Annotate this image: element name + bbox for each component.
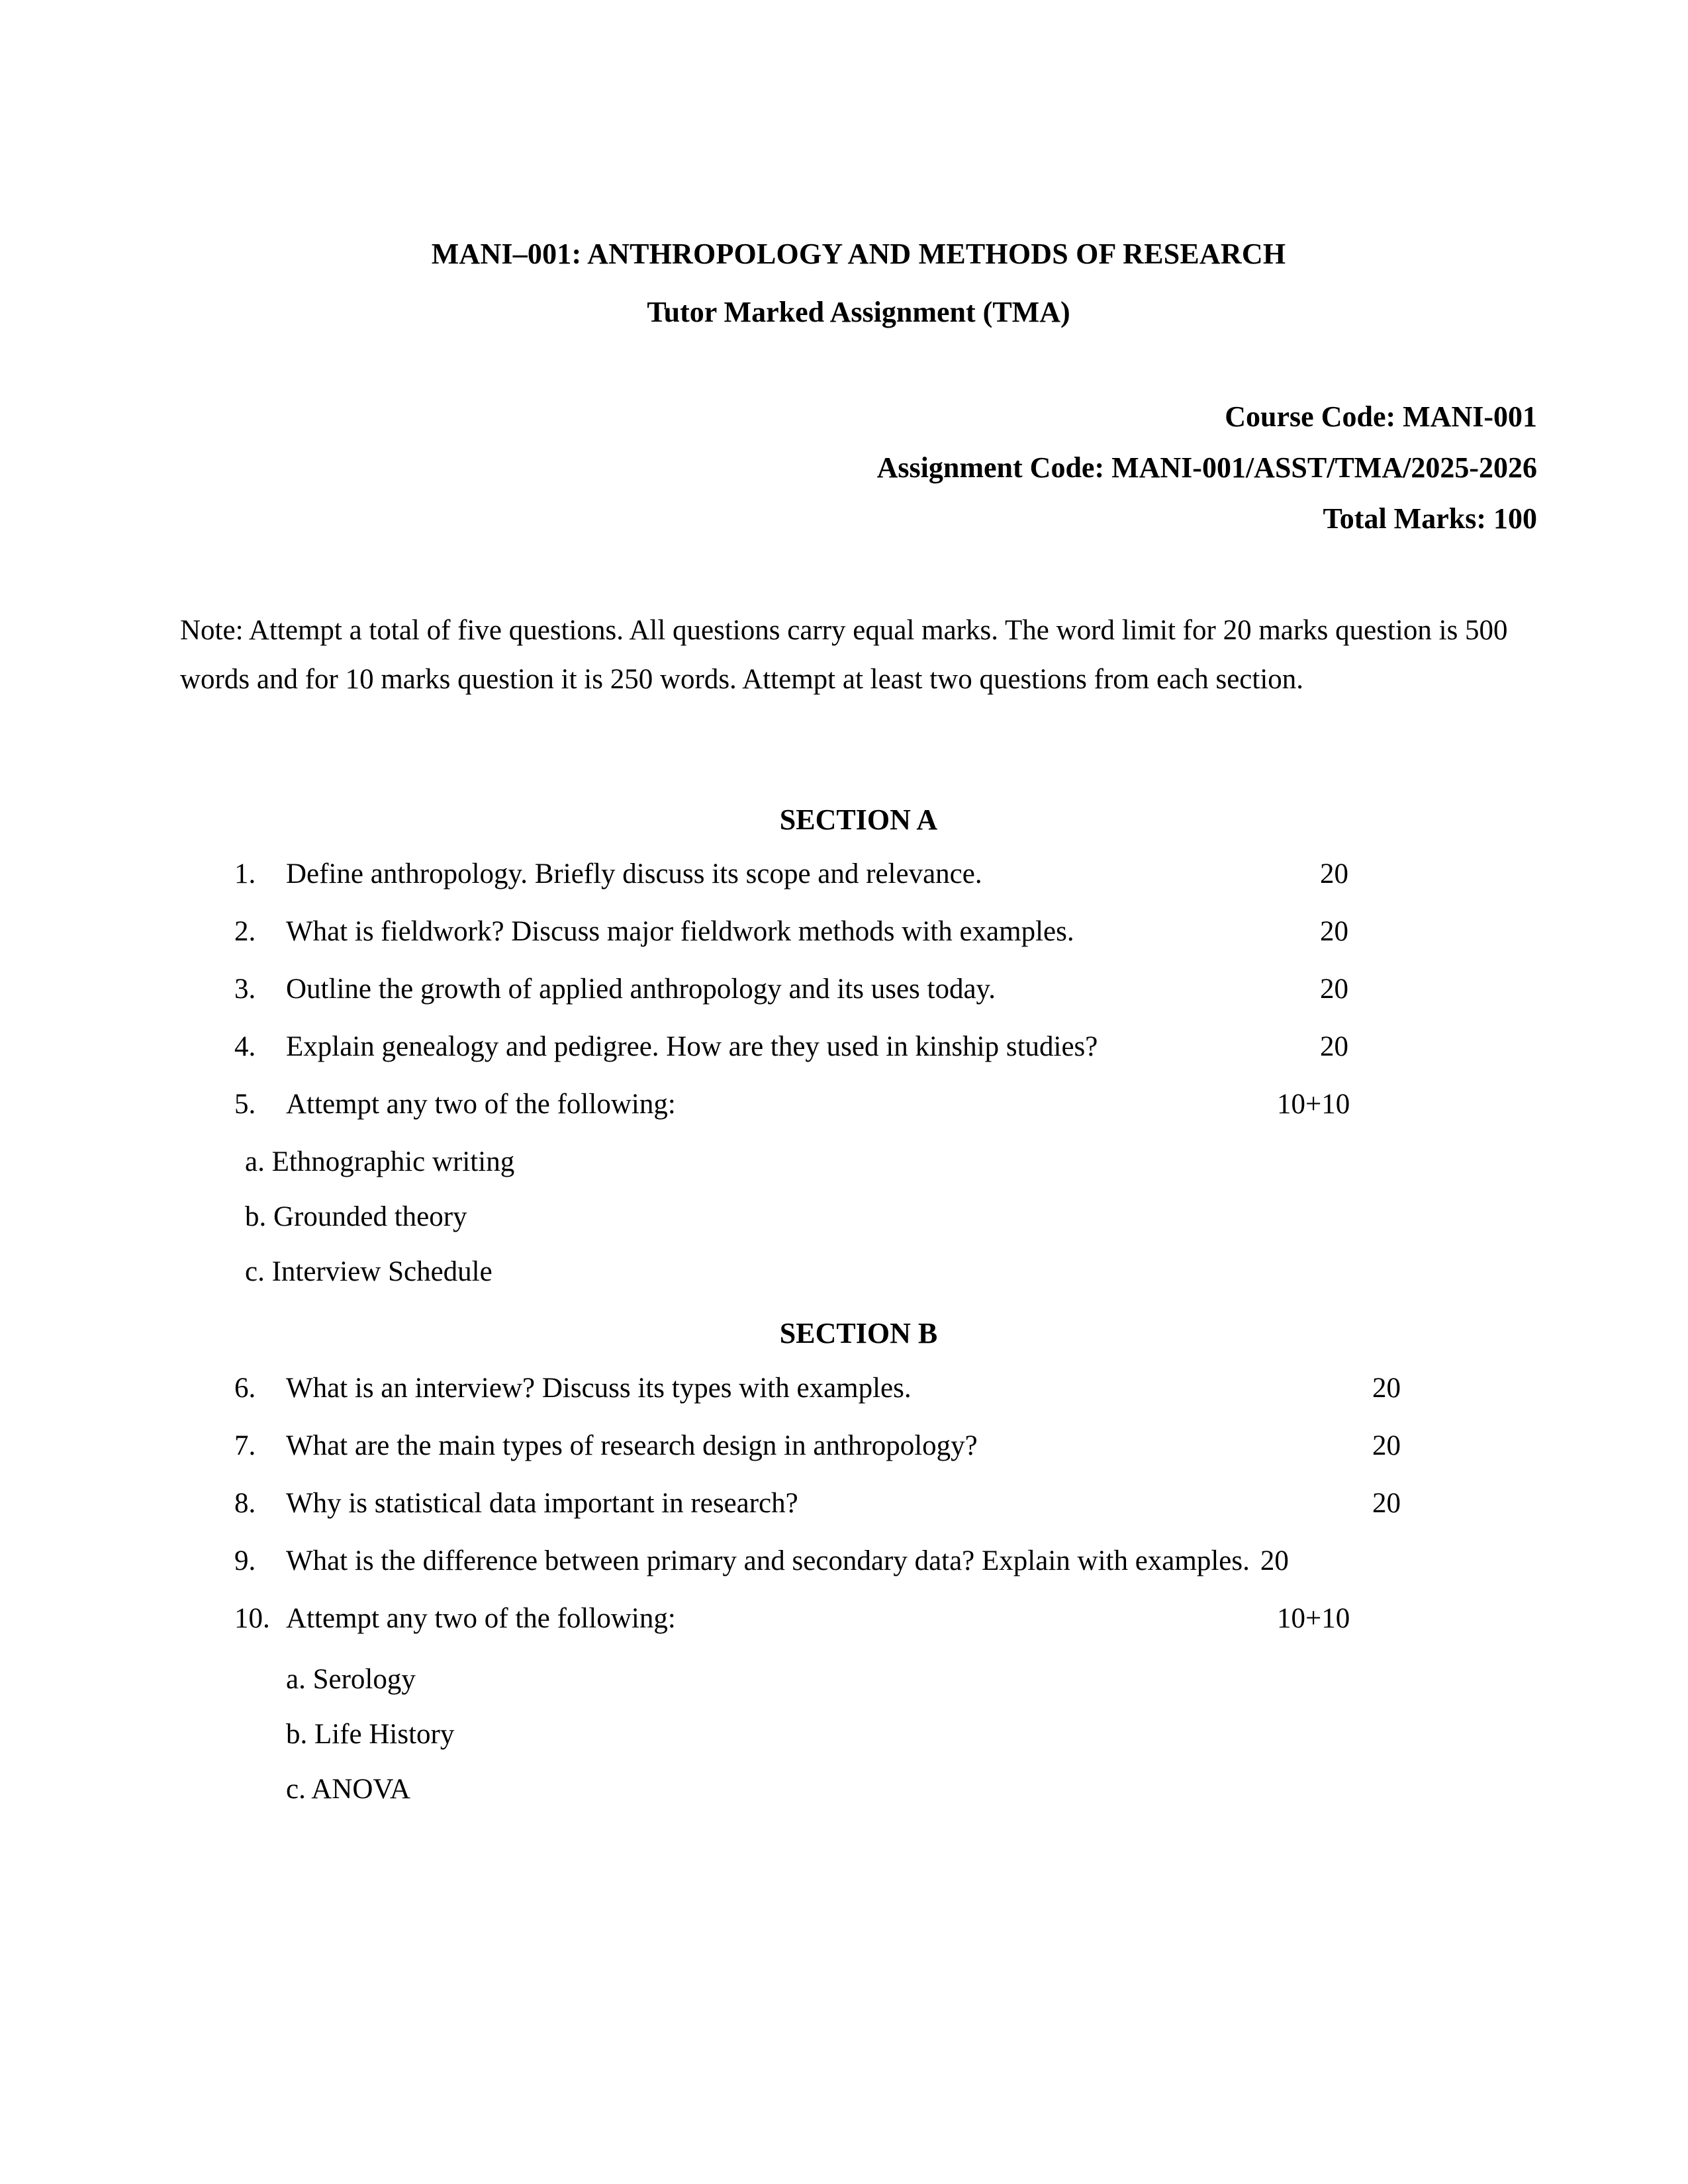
section-b-subitem-list xyxy=(180,1662,1537,1830)
list-item: b. Life History xyxy=(286,1718,455,1750)
question-row xyxy=(180,975,1537,1032)
section-a-heading: SECTION A xyxy=(779,803,938,836)
question-marks: 20 xyxy=(1260,1545,1289,1576)
list-item: a. Serology xyxy=(286,1663,416,1695)
question-marks: 10+10 xyxy=(1277,1602,1350,1634)
total-marks: Total Marks: 100 xyxy=(1323,502,1537,535)
question-number: 10. xyxy=(234,1602,270,1634)
question-row xyxy=(180,1032,1537,1090)
page-title: MANI–001: ANTHROPOLOGY AND METHODS OF RESEARCH xyxy=(431,238,1286,270)
page-subtitle: Tutor Marked Assignment (TMA) xyxy=(647,296,1070,328)
list-item: b. Grounded theory xyxy=(245,1201,467,1232)
question-row xyxy=(180,1547,1537,1604)
question-number: 5. xyxy=(234,1088,256,1120)
question-row xyxy=(180,860,1537,917)
question-number: 3. xyxy=(234,973,256,1005)
question-number: 2. xyxy=(234,915,256,947)
list-item: a. Ethnographic writing xyxy=(245,1146,515,1177)
question-number: 9. xyxy=(234,1545,256,1576)
question-number: 7. xyxy=(234,1430,256,1461)
list-item: c. ANOVA xyxy=(286,1773,410,1805)
question-row xyxy=(180,917,1537,975)
page-content xyxy=(180,0,1537,1830)
question-marks: 20 xyxy=(1372,1372,1401,1404)
question-text: Explain genealogy and pedigree. How are they used in kinship studies? xyxy=(286,1030,1098,1062)
section-a-question-list xyxy=(180,860,1537,1148)
question-text: Outline the growth of applied anthropology and its uses today. xyxy=(286,973,996,1005)
question-row xyxy=(180,1090,1537,1148)
question-row xyxy=(180,1432,1537,1489)
question-number: 8. xyxy=(234,1487,256,1519)
section-b-question-list xyxy=(180,1374,1537,1662)
question-marks: 20 xyxy=(1372,1430,1401,1461)
section-b-heading: SECTION B xyxy=(779,1316,938,1349)
question-marks: 20 xyxy=(1320,858,1348,889)
assignment-meta-block xyxy=(180,402,1537,533)
question-marks: 20 xyxy=(1320,1030,1348,1062)
question-text: Why is statistical data important in research? xyxy=(286,1487,798,1519)
question-text: Attempt any two of the following: xyxy=(286,1088,676,1120)
question-text: Define anthropology. Briefly discuss its scope and relevance. xyxy=(286,858,982,889)
question-text: What is the difference between primary and secondary data? Explain with examples. xyxy=(286,1545,1250,1576)
question-marks: 20 xyxy=(1372,1487,1401,1519)
question-text: Attempt any two of the following: xyxy=(286,1602,676,1634)
question-marks: 10+10 xyxy=(1277,1088,1350,1120)
question-row xyxy=(180,1374,1537,1432)
question-row xyxy=(180,1604,1537,1662)
course-code: Course Code: MANI-001 xyxy=(1225,400,1537,433)
question-marks: 20 xyxy=(1320,915,1348,947)
question-marks: 20 xyxy=(1320,973,1348,1005)
question-row xyxy=(180,1489,1537,1547)
question-number: 1. xyxy=(234,858,256,889)
list-item: c. Interview Schedule xyxy=(245,1255,492,1287)
question-number: 4. xyxy=(234,1030,256,1062)
assignment-code: Assignment Code: MANI-001/ASST/TMA/2025-2026 xyxy=(876,451,1537,484)
question-text: What are the main types of research design in anthropology? xyxy=(286,1430,978,1461)
question-text: What is fieldwork? Discuss major fieldwork methods with examples. xyxy=(286,915,1074,947)
question-text: What is an interview? Discuss its types with examples. xyxy=(286,1372,912,1404)
instructions-note: Note: Attempt a total of five questions. All questions carry equal marks. The word limit for 20 marks question is 500 words and for 10 marks question it is 250 words. Attempt at least two questions from each section. xyxy=(180,615,1508,695)
question-number: 6. xyxy=(234,1372,256,1404)
section-a-subitem-list xyxy=(180,1148,1537,1286)
